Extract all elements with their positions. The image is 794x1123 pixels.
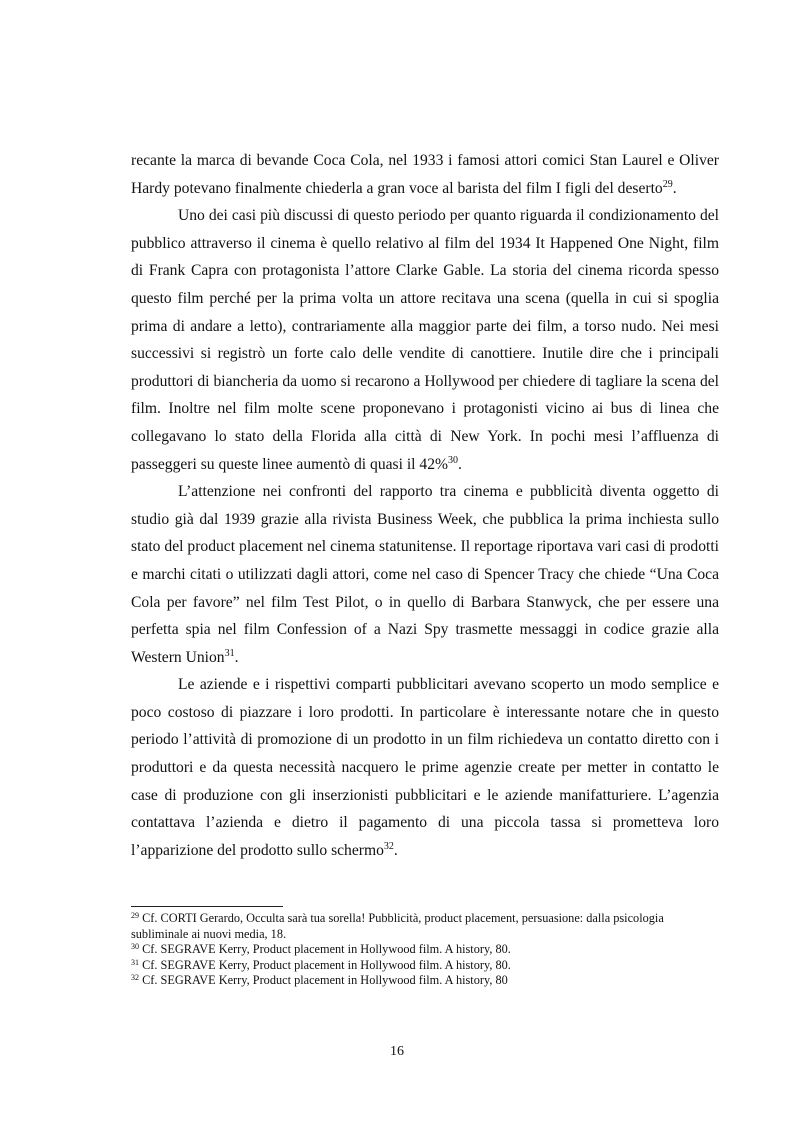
page-number: 16 (390, 1044, 404, 1059)
paragraph-1-tail: . (672, 179, 677, 197)
footnote-text: Cf. SEGRAVE Kerry, Product placement in Hollywood film. A history, 80. (142, 957, 511, 972)
footnote-text: Cf. SEGRAVE Kerry, Product placement in Hollywood film. A history, 80. (142, 942, 511, 957)
footnote-30 (131, 942, 719, 958)
footnote-31 (131, 958, 719, 974)
footnote-number: 30 (131, 942, 139, 952)
paragraph-2-text: Uno dei casi più discussi di questo periodo per quanto riguarda il condizionamento del pubblico attraverso il cinema è quello relativo al film del 1934 It Happened One Night, film di Frank Capra con protagonista l’attore Clarke Gable. La storia del cinema ricorda spesso questo film perché per la prima volta un attore recitava una scena (quella in cui si spoglia prima di andare a letto), contrariamente alla maggior parte dei film, a torso nudo. Nei mesi successivi si registrò un forte calo delle vendite di canottiere. Inutile dire che i principali produttori di biancheria da uomo si recarono a Hollywood per chiedere di tagliare la scena del film. Inoltre nel film molte scene proponevano i protagonisti vicino ai bus di linea che collegavano lo stato della Florida alla città di New York. In pochi mesi l’affluenza di passeggeri su queste linee aumentò di quasi il 42% (131, 207, 719, 473)
footnote-ref-31[interactable]: 31 (224, 647, 235, 659)
footnote-ref-30[interactable]: 30 (448, 454, 458, 466)
paragraph-2 (131, 202, 719, 478)
paragraph-3-text: L’attenzione nei confronti del rapporto tra cinema e pubblicità diventa oggetto di studio già dal 1939 grazie alla rivista Business Week, che pubblica la prima inchiesta sullo stato del product placement nel cinema statunitense. Il reportage riportava vari casi di prodotti e marchi citati o utilizzati dagli attori, come nel caso di Spencer Tracy che chiede “Una Coca Cola per favore” nel film Test Pilot, o in quello di Barbara Stanwyck, che per essere una perfetta spia nel film Confession of a Nazi Spy trasmette messaggi in codice grazie alla Western Union (131, 483, 719, 666)
paragraph-1-text: recante la marca di bevande Coca Cola, nel 1933 i famosi attori comici Stan Laurel e Oliver Hardy potevano finalmente chiederla a gran voce al barista del film I figli del deserto (131, 152, 719, 197)
paragraph-2-tail: . (458, 455, 462, 473)
footnote-separator (131, 906, 283, 907)
paragraph-3 (131, 478, 719, 671)
footnote-ref-29[interactable]: 29 (662, 178, 673, 190)
footnote-ref-32[interactable]: 32 (383, 840, 394, 852)
footnote-29 (131, 911, 719, 942)
footnote-32 (131, 973, 719, 989)
paragraph-1 (131, 147, 719, 202)
paragraph-4-text: Le aziende e i rispettivi comparti pubblicitari avevano scoperto un modo semplice e poco costoso di piazzare i loro prodotti. In particolare è interessante notare che in questo periodo l’attività di promozione di un prodotto in un film richiedeva un contatto diretto con i produttori e da questa necessità nacquero le prime agenzie create per metter in contatto le case di produzione con gli inserzionisti pubblicitari e le aziende manifatturiere. L’agenzia contattava l’azienda e dietro il pagamento di una piccola tassa si prometteva loro l’apparizione del prodotto sullo schermo (131, 676, 719, 859)
footnote-text: Cf. SEGRAVE Kerry, Product placement in Hollywood film. A history, 80 (142, 973, 508, 988)
paragraph-4 (131, 671, 719, 864)
footnote-text: Cf. CORTI Gerardo, Occulta sarà tua sorella! Pubblicità, product placement, persuasione: dalla psicologia subliminale ai nuovi media, 18. (131, 911, 664, 941)
footnote-number: 31 (131, 957, 139, 967)
paragraph-3-tail: . (234, 648, 239, 666)
paragraph-4-tail: . (393, 841, 398, 859)
body-text (131, 147, 719, 864)
footnotes (131, 911, 719, 989)
footnote-number: 29 (131, 911, 139, 920)
footnote-number: 32 (131, 973, 139, 983)
